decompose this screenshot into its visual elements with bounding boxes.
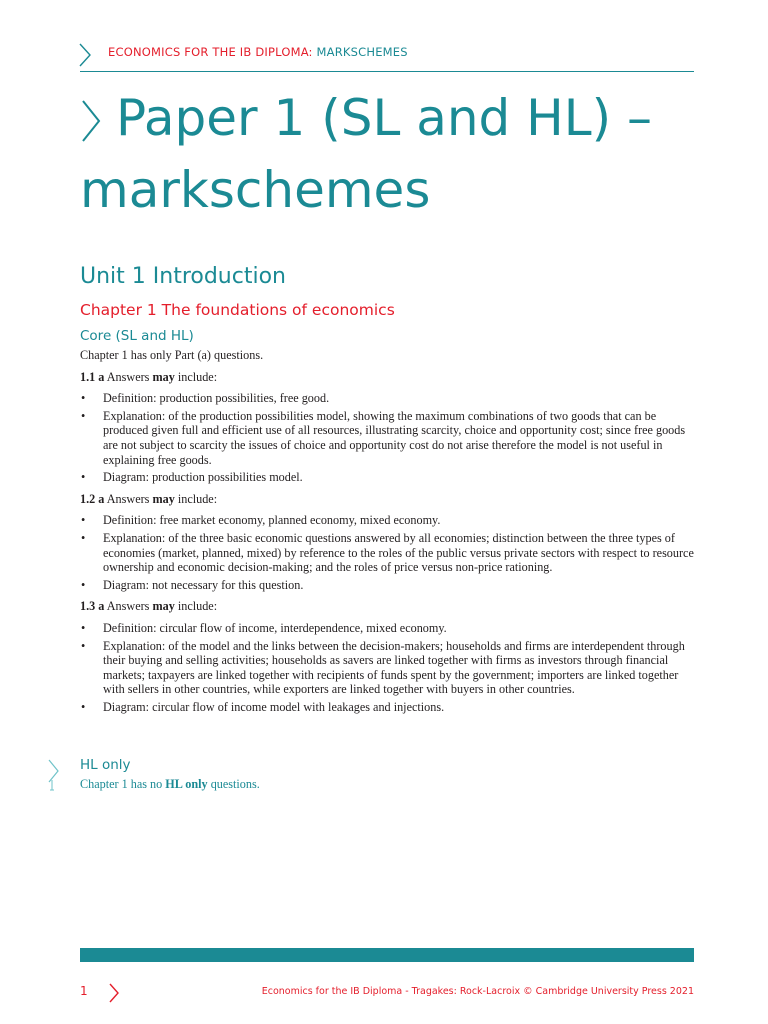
bullet: •: [81, 391, 86, 406]
list-item: • Explanation: of the three basic economic questions answered by all economies; distinction between the three types of economies (market, planned, mixed) by reference to the roles of the public versus private sectors with respect to resource ownership and economic decision-making; and the roles of price versus non-price rationing.: [81, 530, 694, 575]
question-label: 1.3 a: [80, 599, 105, 614]
bullet: •: [81, 577, 86, 592]
question-label: 1.2 a: [80, 491, 105, 506]
list-item: • Definition: production possibilities, free good.: [81, 391, 330, 406]
markscheme-body: [80, 348, 700, 721]
list-item: • Diagram: circular flow of income model with leakages and injections.: [81, 699, 445, 714]
page-title: Paper 1 (SL and HL) – markschemes: [80, 89, 653, 219]
hl-only-heading: HL only: [80, 757, 131, 773]
unit-heading: Unit 1 Introduction: [80, 264, 286, 289]
footer-bar: [80, 948, 694, 962]
question-label: 1.1 a: [80, 369, 105, 384]
chevron-right-icon: [76, 42, 94, 68]
running-header: [108, 45, 408, 59]
copyright-credit: Economics for the IB Diploma - Tragakes: Rock-Lacroix © Cambridge University Press 2021: [261, 986, 694, 997]
hl-margin-chevron-icon: [44, 758, 62, 792]
bullet: •: [81, 513, 86, 528]
answer-list: [80, 513, 700, 592]
core-heading: Core (SL and HL): [80, 328, 194, 344]
list-item: • Diagram: production possibilities model.: [81, 470, 303, 485]
page-number: 1: [80, 984, 88, 998]
list-item: • Explanation: of the production possibilities model, showing the maximum combinations of two goods that can be produced given full and efficient use of all resources, illustrating scarcity, choice and opportunity cost; since free goods are not subject to scarcity the issues of choice and opportunity cost do not arise therefore the model is not useful in explaining free goods.: [81, 408, 686, 467]
bullet: •: [81, 470, 86, 485]
header-rule: [80, 71, 694, 72]
bullet: •: [81, 530, 86, 545]
list-item: • Definition: circular flow of income, interdependence, mixed economy.: [81, 620, 447, 635]
bullet: •: [81, 638, 86, 653]
header-series: ECONOMICS FOR THE IB DIPLOMA:: [108, 45, 313, 59]
list-item: • Definition: free market economy, planned economy, mixed economy.: [81, 513, 441, 528]
bullet: •: [81, 620, 86, 635]
bullet: •: [81, 699, 86, 714]
intro-note: Chapter 1 has only Part (a) questions.: [80, 348, 264, 362]
footer-chevron-icon: [107, 982, 121, 1004]
hl-only-note: Chapter 1 has no HL only questions.: [80, 777, 260, 791]
question-stem: 1.2 a Answers may include:: [80, 491, 218, 506]
list-item: • Diagram: not necessary for this question.: [81, 577, 304, 592]
answer-list: [80, 391, 700, 485]
list-item: • Explanation: of the model and the links between the decision-makers; households and firms are interdependent through their buying and selling activities; households as savers are linked together with firms as investors through financial markets; taxpayers are linked together with recipients of funds spent by the government; importers are linked together with sellers in other countries, while exporters are linked together with buyers in other countries.: [81, 638, 685, 697]
chapter-heading: Chapter 1 The foundations of economics: [80, 301, 395, 319]
question-stem: 1.1 a Answers may include:: [80, 369, 218, 384]
answer-list: [80, 621, 700, 715]
question-stem: 1.3 a Answers may include:: [80, 599, 218, 614]
header-section: MARKSCHEMES: [316, 45, 408, 59]
bullet: •: [81, 408, 86, 423]
